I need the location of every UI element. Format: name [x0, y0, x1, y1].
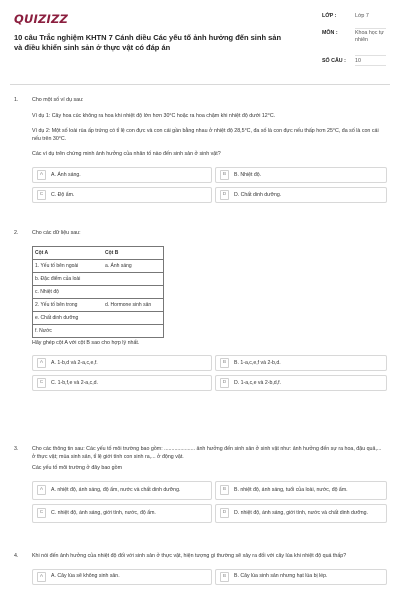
- table-header-cell: Cột B: [103, 246, 164, 259]
- option-letter: D: [220, 190, 229, 200]
- table-cell: b. Đặc điểm của loài: [33, 272, 104, 285]
- table-cell: c. Nhiệt độ: [33, 285, 104, 298]
- option-letter: A: [37, 170, 46, 180]
- table-row: [33, 324, 164, 337]
- answer-options: [32, 569, 386, 585]
- answer-option-c[interactable]: [32, 504, 212, 523]
- option-letter: B: [220, 572, 229, 582]
- question-text: Ví dụ 1: Cây hoa cúc không ra hoa khi nhiệt độ lớn hơn 30°C hoặc ra hoa chậm khi nhiệt độ dưới 12°C.: [32, 112, 276, 119]
- answer-options: [32, 167, 386, 203]
- option-text: C. Độ ẩm.: [51, 191, 75, 198]
- table-row: [33, 272, 164, 285]
- answer-option-c[interactable]: [32, 187, 212, 203]
- table-cell: [103, 311, 164, 324]
- answer-options: [32, 355, 386, 391]
- option-letter: B: [220, 485, 229, 495]
- option-text: D. 1-a,c,e và 2-b,d,f.: [234, 379, 281, 386]
- option-text: B. 1-a,c,e,f và 2-b,d.: [234, 359, 281, 366]
- option-text: D. Chất dinh dưỡng.: [234, 191, 282, 198]
- table-row: [33, 259, 164, 272]
- table-header-cell: Cột A: [33, 246, 104, 259]
- answer-option-b[interactable]: [215, 481, 387, 500]
- question-number: 4.: [14, 553, 19, 559]
- option-text: A. Ánh sáng.: [51, 171, 81, 178]
- answer-option-c[interactable]: [32, 375, 212, 391]
- meta-count-label: SỐ CÂU :: [322, 58, 346, 64]
- option-letter: C: [37, 378, 46, 388]
- table-cell: [103, 285, 164, 298]
- option-letter: B: [220, 170, 229, 180]
- option-letter: A: [37, 572, 46, 582]
- option-letter: A: [37, 358, 46, 368]
- table-cell: 2. Yếu tố bên trong: [33, 298, 104, 311]
- option-letter: C: [37, 190, 46, 200]
- question-text: Các yếu tố môi trường ở đây bao gồm: [32, 465, 122, 472]
- option-text: C. 1-b,f,e và 2-a,c,d.: [51, 379, 98, 386]
- meta-subject-value: Khoa học tự nhiên: [355, 30, 386, 56]
- option-letter: D: [220, 508, 229, 518]
- option-letter: C: [37, 508, 46, 518]
- question-text: Hãy ghép cột A với cột B sao cho hợp lý nhất.: [32, 339, 140, 346]
- answer-option-b[interactable]: [215, 167, 387, 183]
- question-text: Khi nói đến ảnh hưởng của nhiệt độ đối với sinh sản ở thực vật, hiện tượng gì thường sẽ xảy ra đối với cây lúa khi nhiệt độ quá thấp?: [32, 553, 347, 559]
- page-title: 10 câu Trắc nghiệm KHTN 7 Cánh diều Các yếu tố ảnh hưởng đến sinh sản và điều khiển sinh sản ở thực vật có đáp án: [14, 33, 282, 52]
- meta-count: [322, 56, 388, 66]
- table-cell: d. Hormone sinh sản: [103, 298, 164, 311]
- option-text: B. Cây lúa sinh sản nhưng hạt lúa bị lép.: [234, 573, 328, 580]
- table-cell: f. Nước: [33, 324, 104, 337]
- answer-option-a[interactable]: [32, 355, 212, 371]
- meta-class: [322, 13, 388, 29]
- option-text: A. nhiệt độ, ánh sáng, độ ẩm, nước và chất dinh dưỡng.: [51, 486, 181, 493]
- table-cell: 1. Yếu tố bên ngoài: [33, 259, 104, 272]
- matching-table: [32, 246, 164, 338]
- answer-option-b[interactable]: [215, 355, 387, 371]
- meta-subject-label: MÔN :: [322, 30, 338, 36]
- question-text: Cho các thông tin sau: Các yếu tố môi trường bao gồm: ..................... ảnh hưởng đến sinh sản ở sinh vật như: ảnh hưởng đến sự ra hoa, đậu quả,... ở thực vật; mùa sinh sản, tỉ lệ giới tính con sinh ra,... ở động vật.: [32, 446, 382, 460]
- table-cell: [103, 272, 164, 285]
- table-row: [33, 298, 164, 311]
- table-cell: [103, 324, 164, 337]
- table-header-row: [33, 246, 164, 259]
- header-divider: [10, 84, 390, 85]
- quizizz-logo[interactable]: QUIZIZZ: [14, 12, 69, 26]
- meta-class-label: LỚP :: [322, 13, 337, 19]
- question-text: Ví dụ 2: Một số loài rùa ấp trứng có tỉ lệ con đực và con cái gần bằng nhau ở nhiệt độ 28,5°C, đa số là con đực nếu thấp hơn 25°C, đa số là con cái nếu trên 30°C.: [32, 128, 379, 142]
- answer-option-a[interactable]: [32, 569, 212, 585]
- question-number: 2.: [14, 230, 19, 236]
- table-row: [33, 311, 164, 324]
- option-text: D. nhiệt độ, ánh sáng, giới tính, nước và chất dinh dưỡng.: [234, 509, 368, 516]
- answer-option-d[interactable]: [215, 504, 387, 523]
- answer-options: [32, 481, 386, 523]
- option-text: B. Nhiệt độ.: [234, 171, 262, 178]
- option-text: B. nhiệt độ, ánh sáng, tuổi của loài, nước, độ ẩm.: [234, 486, 348, 493]
- table-cell: e. Chất dinh dưỡng: [33, 311, 104, 324]
- answer-option-d[interactable]: [215, 375, 387, 391]
- question-text: Cho một số ví dụ sau:: [32, 97, 84, 103]
- option-letter: A: [37, 485, 46, 495]
- meta-subject: [322, 29, 388, 56]
- meta-count-value: 10: [355, 58, 386, 66]
- option-text: A. 1-b,d và 2-a,c,e,f.: [51, 359, 98, 366]
- table-row: [33, 285, 164, 298]
- question-number: 3.: [14, 446, 19, 452]
- option-letter: D: [220, 378, 229, 388]
- question-text: Cho các dữ liệu sau:: [32, 230, 81, 236]
- meta-panel: [322, 13, 388, 66]
- answer-option-a[interactable]: [32, 481, 212, 500]
- question-number: 1.: [14, 97, 19, 103]
- answer-option-b[interactable]: [215, 569, 387, 585]
- meta-class-value: Lớp 7: [355, 13, 386, 29]
- question-text: Các ví dụ trên chứng minh ảnh hưởng của nhân tố nào đến sinh sản ở sinh vật?: [32, 151, 221, 158]
- option-text: C. nhiệt độ, ánh sáng, giới tính, nước, độ ẩm.: [51, 509, 156, 516]
- table-cell: a. Ánh sáng: [103, 259, 164, 272]
- option-letter: B: [220, 358, 229, 368]
- answer-option-d[interactable]: [215, 187, 387, 203]
- option-text: A. Cây lúa sẽ không sinh sản.: [51, 573, 120, 580]
- answer-option-a[interactable]: [32, 167, 212, 183]
